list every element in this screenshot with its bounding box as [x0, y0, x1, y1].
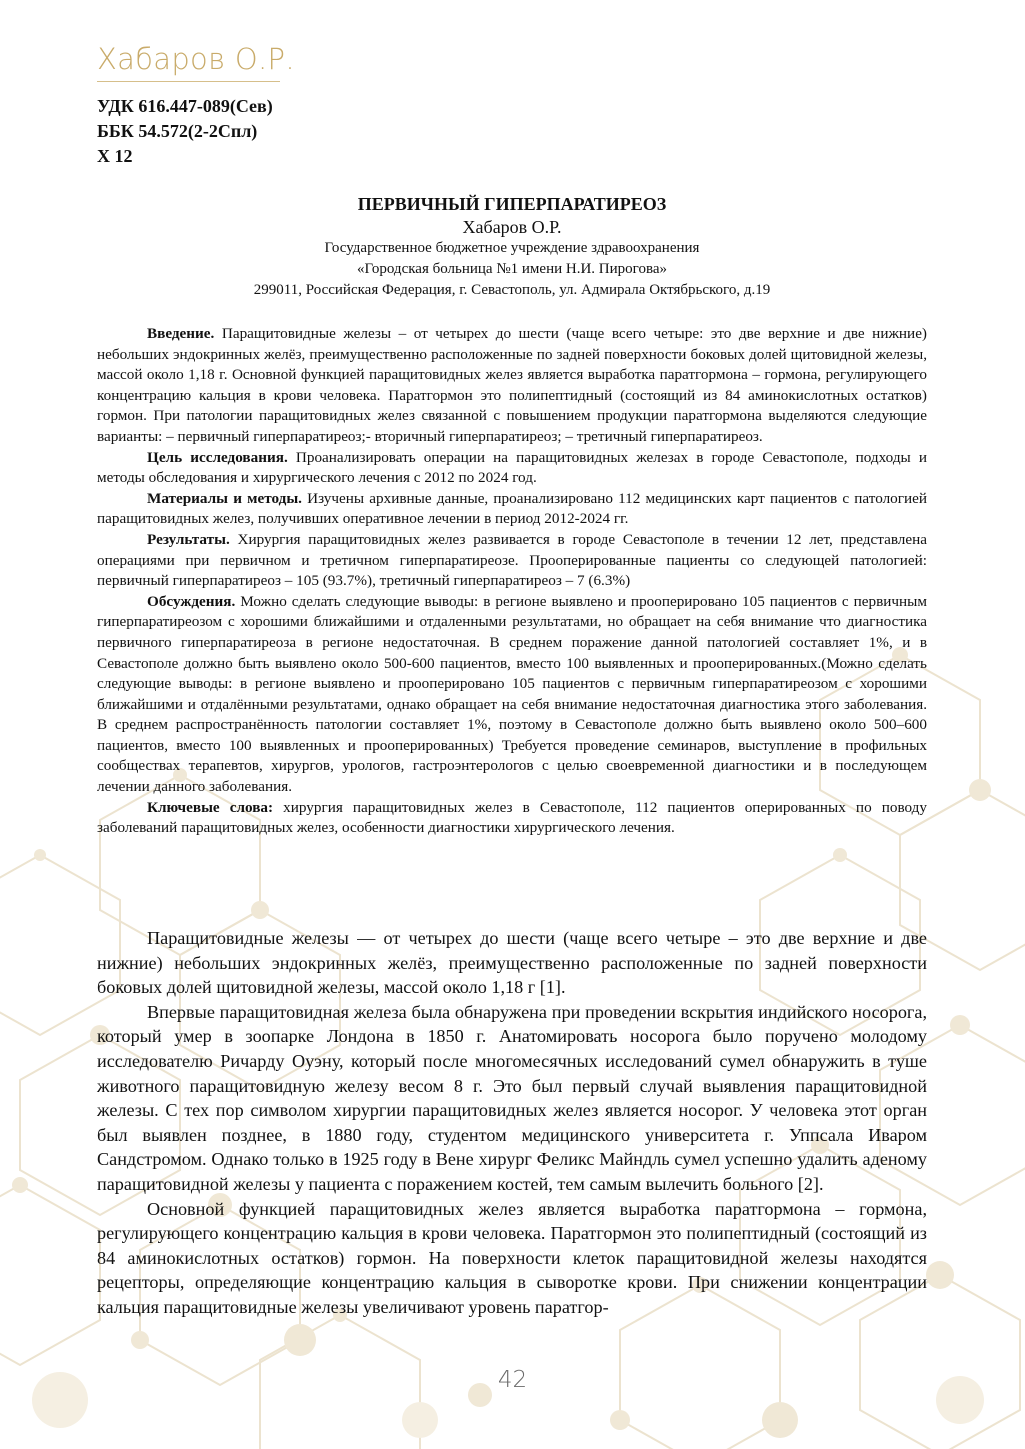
abstract-results-text: Хирургия паращитовидных желез развивается в городе Севастополе в течении 12 лет, представлена операциями при первичном и третичном гиперпаратиреозе. Прооперированные пациенты со следующей патологией: первичный гиперпаратиреоз – 105 (93.7%), третичный гиперпаратиреоз – 7 (6.3%) — [97, 530, 927, 590]
abstract — [97, 324, 927, 839]
article-header — [97, 192, 927, 301]
abstract-aim — [97, 448, 927, 489]
affiliation-line-2: «Городская больница №1 имени Н.И. Пирогова» — [357, 261, 667, 277]
page-number: 42 — [497, 1367, 528, 1393]
udk-code: УДК 616.447-089(Сев) — [97, 96, 273, 116]
abstract-keywords-text: хирургия паращитовидных желез в Севастополе, 112 пациентов оперированных по поводу заболеваний паращитовидных желез, особенности диагностики хирургического лечения. — [97, 798, 928, 837]
abstract-introduction-text: Паращитовидные железы – от четырех до шести (чаще всего четыре: это две верхние и две нижние) небольших эндокринных желёз, преимущественно расположенные по задней поверхности боковых долей щитовидной железы, массой около 1,18 г. Основной функцией паращитовидных желез является выработка паратгормона – гормона, регулирующего концентрацию кальция в крови человека. Паратгормон это полипептидный (состоящий из 84 аминокислотных остатков) гормон. При патологии паращитовидных желез связанной с повышением продукции паратгормона выделяются следующие варианты: – первичный гиперпаратиреоз;- вторичный гиперпаратиреоз; – третичный гиперпаратиреоз. — [97, 325, 927, 445]
running-head-author: Хабаров О.Р. — [97, 42, 295, 76]
abstract-aim-label: Цель исследования. — [147, 448, 288, 466]
abstract-results-label: Результаты. — [147, 530, 230, 548]
classification-codes — [97, 94, 273, 169]
main-text — [97, 926, 927, 1320]
abstract-introduction-label: Введение. — [147, 325, 215, 342]
abstract-keywords-label: Ключевые слова: — [147, 798, 274, 816]
abstract-discussion — [97, 592, 927, 798]
body-paragraph-3: Основной функцией паращитовидных желез является выработка паратгормона – гормона, регулирующего концентрацию кальция в крови человека. Паратгормон это полипептидный (состоящий из 84 аминокислотных остатков) гормон. На поверхности клеток паращитовидной железы находятся рецепторы, определяющие концентрацию кальция в сыворотке крови. При снижении концентрации кальция паращитовидные железы увеличивают уровень паратгор- — [97, 1198, 927, 1317]
abstract-discussion-label: Обсуждения. — [147, 592, 236, 610]
bbk-code: ББК 54.572(2-2Спл) — [97, 121, 258, 141]
affiliation-address: 299011, Российская Федерация, г. Севастополь, ул. Адмирала Октябрьского, д.19 — [253, 282, 771, 298]
affiliation-line-1: Государственное бюджетное учреждение здравоохранения — [324, 240, 700, 256]
author-mark-code: Х 12 — [97, 146, 133, 166]
abstract-keywords — [97, 798, 927, 839]
body-paragraph-2: Впервые паращитовидная железа была обнаружена при проведении вскрытия индийского носорога, который умер в зоопарке Лондона в 1850 г. Анатомировать носорога было поручено молодому исследователю Ричарду Оуэну, который после многомесячных исследований сумел обнаружить в туше животного паращитовидную железу весом 8 г. Это был первый случай выявления паращитовидной железы. С тех пор символом хирургии паращитовидных желез является носорог. У человека этот орган был выявлен позднее, в 1880 году, студентом медицинского университета г. Уппсала Иваром Сандстромом. Однако только в 1925 году в Вене хирург Феликс Майндль сумел успешно удалить аденому паращитовидной железы у пациента с поражением костей, тем самым вылечить больного [2]. — [97, 1001, 927, 1194]
running-head-rule — [97, 81, 280, 82]
abstract-methods — [97, 489, 927, 530]
abstract-introduction — [97, 324, 927, 448]
article-author: Хабаров О.Р. — [462, 217, 562, 237]
body-paragraph-1: Паращитовидные железы — от четырех до шести (чаще всего четыре – это две верхние и две нижние) небольших эндокринных желёз, преимущественно расположенные по задней поверхности боковых долей щитовидной железы, массой около 1,18 г [1]. — [97, 928, 927, 998]
abstract-results — [97, 530, 927, 592]
abstract-methods-label: Материалы и методы. — [147, 489, 302, 507]
abstract-aim-text: Проанализировать операции на паращитовидных железах в городе Севастополе, подходы и методы обследования и хирургического лечения с 2012 по 2024 год. — [97, 448, 928, 487]
abstract-discussion-text: Можно сделать следующие выводы: в регионе выявлено и прооперировано 105 пациентов с первичным гиперпаратиреозом с хорошими ближайшими и отдаленными результатами, но обращает на себя внимание что диагностика первичного гиперпаратиреоза в регионе недостаточная. В среднем поражение данной патологией составляет 1%, и в Севастополе должно быть выявлено около 500-600 пациентов, вместо 100 выявленных и прооперированных.(Можно сделать следующие выводы: в регионе выявлено и прооперировано 105 пациентов с первичным гиперпаратиреозом с хорошими ближайшими и отдалёнными результатами, однако обращает на себя внимание недостаточная диагностика этого заболевания. В среднем распространённость патологии составляет 1%, поэтому в Севастополе должно быть выявлено около 500–600 пациентов, вместо 100 выявленных и прооперированных) Требуется проведение семинаров, выступление в профильных сообществах терапевтов, хирургов, урологов, гастроэнтерологов с целью своевременной диагностики и в последующем лечении данного заболевания. — [97, 592, 927, 796]
article-title: ПЕРВИЧНЫЙ ГИПЕРПАРАТИРЕОЗ — [357, 194, 667, 214]
abstract-methods-text: Изучены архивные данные, проанализировано 112 медицинских карт пациентов с патологией паращитовидных желез, получивших оперативное лечении в период 2012-2024 гг. — [97, 489, 927, 528]
